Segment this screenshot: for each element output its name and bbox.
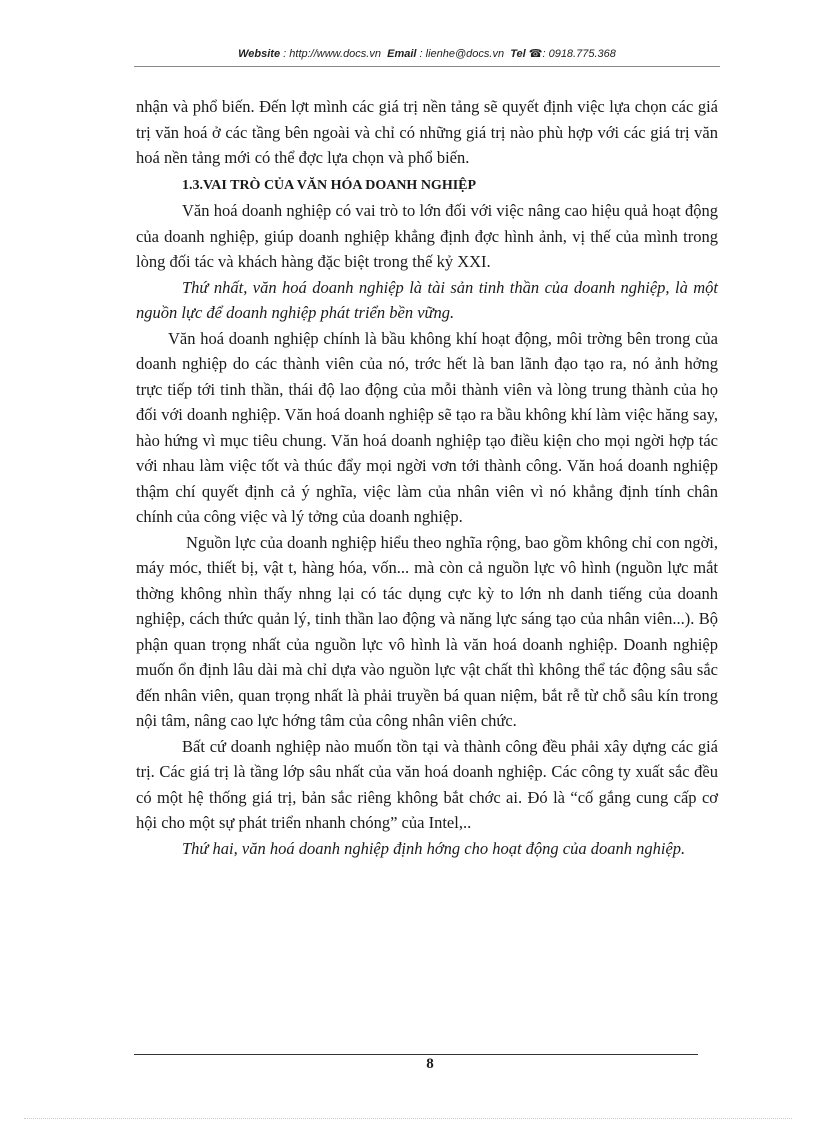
tel-value: : 0918.775.368 [542,48,616,60]
website-label: Website [238,48,281,60]
header-divider [134,66,720,67]
email-label: Email [387,48,417,60]
footer-divider [134,1054,698,1055]
section-heading: 1.3.VAI TRÒ CỦA VĂN HÓA DOANH NGHIỆP [182,177,477,193]
paragraph-resources: Nguồn lực của doanh nghiệp hiểu theo nghĩa rộng, bao gồm không chỉ con ngời, máy móc, thiết bị, vật t, hàng hóa, vốn... mà còn cả nguồn lực vô hình (nguồn lực mắt thờng không nhìn thấy nhng lại có tác dụng cực kỳ to lớn nh danh tiếng của doanh nghiệp, cách thức quản lý, tinh thần lao động và năng lực sáng tạo của nhân viên...). Bộ phận quan trọng nhất của nguồn lực vô hình là văn hoá doanh nghiệp. Doanh nghiệp muốn ổn định lâu dài mà chỉ dựa vào nguồn lực vật chất thì không thể tác động sâu sắc đến nhân viên, quan trọng nhất là phải truyền bá quan niệm, bắt rễ từ chỗ sâu kín trong nội tâm, nâng cao lực hớng tâm của công nhân viên chức. [136,532,718,730]
tel-label: Tel [510,48,526,60]
website-value: : http://www.docs.vn [283,48,381,60]
page-edge-divider [24,1118,792,1119]
email-value: : lienhe@docs.vn [419,48,505,60]
paragraph-point-one: Thứ nhất, văn hoá doanh nghiệp là tài sản tinh thần của doanh nghiệp, là một nguồn lực để doanh nghiệp phát triển bền vững. [136,277,718,322]
paragraph-values: Bất cứ doanh nghiệp nào muốn tồn tại và thành công đều phải xây dựng các giá trị. Các giá trị là tầng lớp sâu nhất của văn hoá doanh nghiệp. Các công ty xuất sắc đều có một hệ thống giá trị, bản sắc riêng không bắt chớc ai. Đó là “cố gắng cung cấp cơ hội cho một sự phát triển nhanh chóng” của Intel,.. [136,736,718,832]
paragraph-atmosphere: Văn hoá doanh nghiệp chính là bầu không khí hoạt động, môi trờng bên trong của doanh nghiệp do các thành viên của nó, trớc hết là ban lãnh đạo tạo ra, nó ảnh hởng trực tiếp tới tinh thần, thái độ lao động của mỗi thành viên và lòng trung thành của họ đối với doanh nghiệp. Văn hoá doanh nghiệp sẽ tạo ra bầu không khí làm việc hăng say, hào hứng vì mục tiêu chung. Văn hoá doanh nghiệp tạo điều kiện cho mọi ngời hợp tác với nhau làm việc tốt và thúc đẩy mọi ngời vơn tới thành công. Văn hoá doanh nghiệp thậm chí quyết định cả ý nghĩa, việc làm của nhân viên vì nó khẳng định tính chân chính của công việc và lý tởng của doanh nghiệp. [136,328,718,526]
page-number: 8 [426,1056,434,1072]
page-header [134,47,720,60]
paragraph-point-two: Thứ hai, văn hoá doanh nghiệp định hớng cho hoạt động của doanh nghiệp. [182,838,686,858]
paragraph-continued: nhận và phổ biến. Đến lợt mình các giá trị nền tảng sẽ quyết định việc lựa chọn các giá trị văn hoá ở các tầng bên ngoài và chỉ có những giá trị nào phù hợp với các giá trị văn hoá nền tảng mới có thể đợc lựa chọn và phổ biến. [136,97,718,167]
telephone-icon: ☎ [528,48,543,60]
body-text [136,94,718,861]
paragraph-intro: Văn hoá doanh nghiệp có vai trò to lớn đối với việc nâng cao hiệu quả hoạt động của doanh nghiệp, giúp doanh nghiệp khẳng định đợc hình ảnh, vị thế của mình trong lòng đối tác và khách hàng đặc biệt trong thế kỷ XXI. [136,201,718,271]
